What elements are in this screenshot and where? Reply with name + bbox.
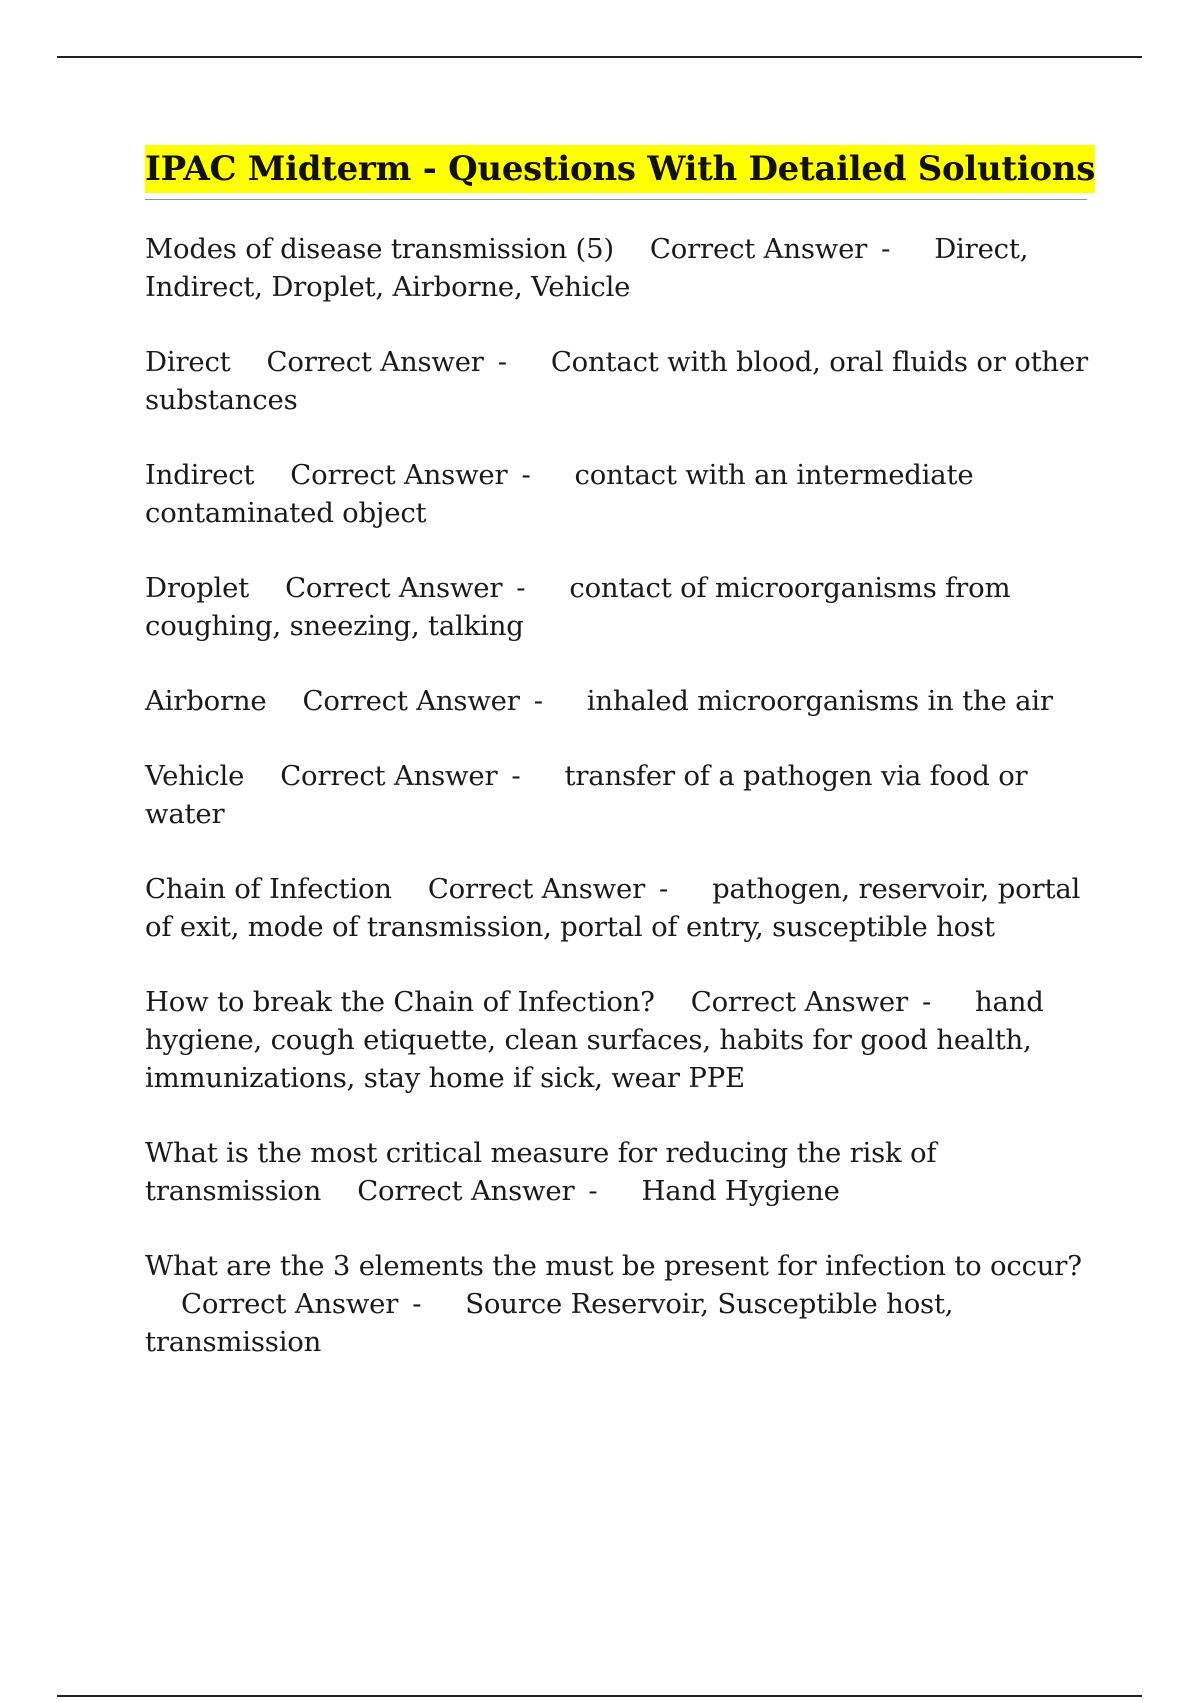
separator: - — [521, 459, 531, 491]
answer: Direct, Indirect, Droplet, Airborne, Vehicle — [145, 233, 1029, 303]
qa-item — [145, 230, 1095, 306]
answer-label: Correct Answer — [649, 233, 868, 265]
question: Droplet — [145, 572, 250, 604]
separator: - — [497, 346, 507, 378]
answer-label: Correct Answer — [690, 986, 908, 1018]
question: Direct — [145, 346, 231, 378]
qa-item — [145, 343, 1095, 419]
answer: Contact with blood, oral fluids or other substances — [145, 346, 1088, 416]
answer: hand hygiene, cough etiquette, clean surfaces, habits for good health, immunizations, stay home if sick, wear PPE — [145, 986, 1044, 1094]
answer-label: Correct Answer — [266, 346, 484, 378]
question: Indirect — [145, 459, 255, 491]
answer-label: Correct Answer — [302, 685, 520, 717]
qa-item — [145, 870, 1095, 946]
separator: - — [511, 760, 521, 792]
answer-label: Correct Answer — [280, 760, 498, 792]
answer: Source Reservoir, Susceptible host, transmission — [145, 1288, 954, 1358]
question: Modes of disease transmission (5) — [145, 233, 614, 265]
question: Chain of Infection — [145, 873, 392, 905]
answer: transfer of a pathogen via food or water — [145, 760, 1028, 830]
answer-label: Correct Answer — [285, 572, 503, 604]
question: Airborne — [145, 685, 267, 717]
separator: - — [516, 572, 526, 604]
qa-item — [145, 983, 1095, 1097]
answer: contact with an intermediate contaminated object — [145, 459, 974, 529]
answer-label: Correct Answer — [181, 1288, 399, 1320]
answer: pathogen, reservoir, portal of exit, mode of transmission, portal of entry, susceptible host — [145, 873, 1081, 943]
answer-label: Correct Answer — [427, 873, 646, 905]
separator: - — [588, 1175, 598, 1207]
separator: - — [533, 685, 543, 717]
qa-item — [145, 569, 1095, 645]
question: How to break the Chain of Infection? — [145, 986, 655, 1018]
answer: Hand Hygiene — [641, 1175, 840, 1207]
qa-item — [145, 757, 1095, 833]
qa-item — [145, 1247, 1095, 1361]
footer-rule — [57, 1695, 1142, 1697]
page-title: IPAC Midterm - Questions With Detailed Solutions — [145, 145, 1095, 193]
answer-label: Correct Answer — [357, 1175, 575, 1207]
separator: - — [921, 986, 932, 1018]
qa-item — [145, 456, 1095, 532]
separator: - — [881, 233, 891, 265]
separator: - — [659, 873, 669, 905]
answer-label: Correct Answer — [290, 459, 508, 491]
separator: - — [412, 1288, 422, 1320]
qa-item — [145, 682, 1095, 720]
title-block — [145, 145, 1096, 200]
qa-item — [145, 1134, 1095, 1210]
answer: contact of microorganisms from coughing, sneezing, talking — [145, 572, 1011, 642]
qa-list — [145, 230, 1095, 1398]
header-rule — [57, 56, 1142, 58]
question: Vehicle — [145, 760, 245, 792]
question: What is the most critical measure for reducing the risk of transmission — [145, 1137, 937, 1207]
question: What are the 3 elements the must be present for infection to occur? — [145, 1250, 1082, 1282]
answer: inhaled microorganisms in the air — [586, 685, 1053, 717]
